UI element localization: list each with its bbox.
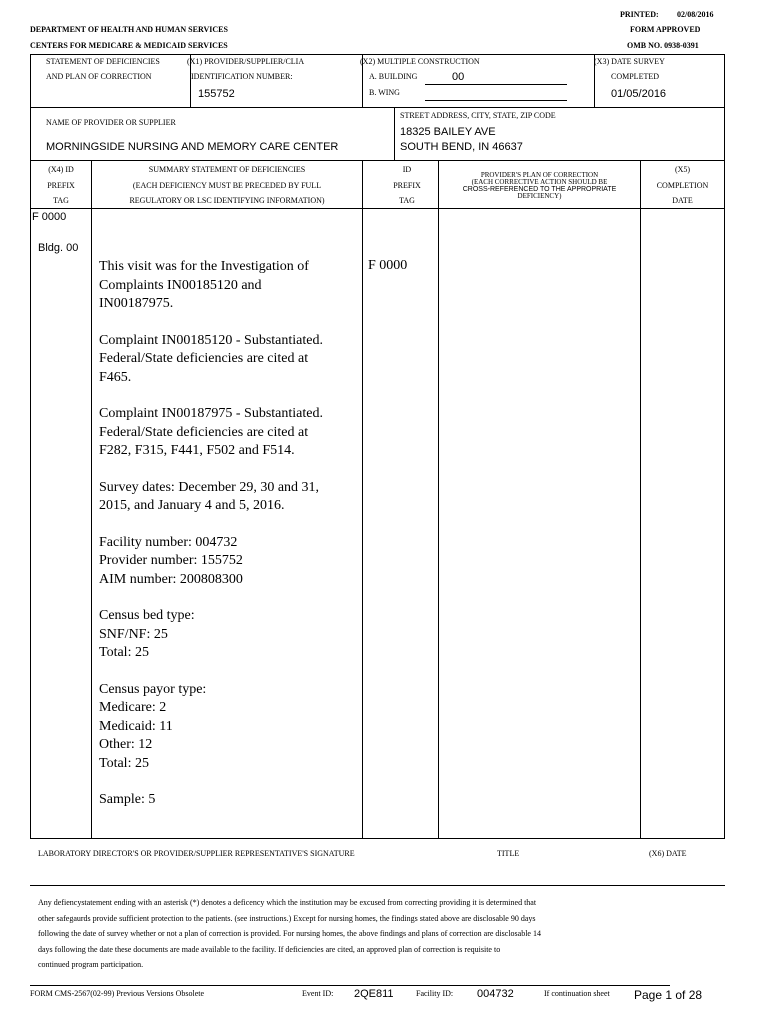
building-value: 00 <box>452 71 465 83</box>
summary-line: Other: 12 <box>99 737 153 752</box>
summary-statement <box>99 258 361 810</box>
provider-id-value: 155752 <box>198 88 235 100</box>
footnote-line: Any defiencystatement ending with an asterisk (*) denotes a deficency which the institution may be excused from correcting providing it is determined that <box>38 898 537 907</box>
x5-header-line3: DATE <box>672 196 693 205</box>
footnote-line: other safegaurds provide sufficient protection to the patients. (see instructions.) Except for nursing homes, the findings stated above are disclosable 90 days <box>38 913 536 923</box>
deficiency-tag: F 0000 <box>32 211 67 223</box>
plan-header-line1: PROVIDER'S PLAN OF CORRECTION <box>480 171 599 179</box>
continuation-label: If continuation sheet <box>544 989 610 998</box>
address-line2: SOUTH BEND, IN 46637 <box>400 141 523 153</box>
summary-paragraph <box>99 258 361 314</box>
summary-header-line2: (EACH DEFICIENCY MUST BE PRECEDED BY FULL <box>132 181 322 190</box>
plan-header-line4: DEFICIENCY) <box>517 192 562 200</box>
survey-completed-date: 01/05/2016 <box>611 88 667 100</box>
summary-header-line1: SUMMARY STATEMENT OF DEFICIENCIES <box>148 165 306 174</box>
id-header-line1: ID <box>402 165 412 174</box>
event-id-label: Event ID: <box>302 989 334 998</box>
centers-heading: CENTERS FOR MEDICARE & MEDICAID SERVICES <box>30 41 228 50</box>
summary-line: Federal/State deficiencies are cited at <box>99 424 309 440</box>
facility-id-value: 004732 <box>477 988 514 1000</box>
x1-label-line1: (X1) PROVIDER/SUPPLIER/CLIA <box>187 57 305 66</box>
summary-line: Census payor type: <box>99 681 207 697</box>
id-header-line3: TAG <box>399 196 415 205</box>
wing-label: B. WING <box>369 88 400 97</box>
summary-line: Total: 25 <box>99 645 149 660</box>
summary-line: Facility number: 004732 <box>99 534 238 550</box>
summary-line: Complaint IN00187975 - Substantiated. <box>99 406 323 421</box>
page-number: Page 1 of 28 <box>634 988 703 1002</box>
plan-header-line2: (EACH CORRECTIVE ACTION SHOULD BE <box>471 178 608 186</box>
building-label: A. BUILDING <box>369 72 418 81</box>
summary-paragraph <box>99 534 361 590</box>
facility-id-label: Facility ID: <box>416 989 454 998</box>
x5-header-line2: COMPLETION <box>656 181 709 190</box>
department-heading: DEPARTMENT OF HEALTH AND HUMAN SERVICES <box>30 25 228 34</box>
summary-line: Total: 25 <box>99 755 149 771</box>
summary-line: Federal/State deficiencies are cited at <box>99 351 309 366</box>
footnote <box>38 895 718 973</box>
provider-name-label: NAME OF PROVIDER OR SUPPLIER <box>46 118 176 127</box>
director-signature-label: LABORATORY DIRECTOR'S OR PROVIDER/SUPPLIER REPRESENTATIVE'S SIGNATURE <box>38 849 355 858</box>
address-label: STREET ADDRESS, CITY, STATE, ZIP CODE <box>400 111 556 120</box>
summary-line: Provider number: 155752 <box>99 553 243 568</box>
summary-paragraph <box>99 405 361 461</box>
x4-header-line1: (X4) ID <box>48 165 74 174</box>
x3-label-line2: COMPLETED <box>611 72 659 81</box>
statement-label-line2: AND PLAN OF CORRECTION <box>46 72 152 81</box>
printed-date: 02/08/2016 <box>677 10 714 19</box>
summary-line: Complaints IN00185120 and <box>99 277 262 293</box>
x2-label: (X2) MULTIPLE CONSTRUCTION <box>360 57 480 66</box>
statement-label-line1: STATEMENT OF DEFICIENCIES <box>46 57 160 66</box>
title-label: TITLE <box>497 849 520 858</box>
x4-header-line2: PREFIX <box>47 181 75 190</box>
summary-line: This visit was for the Investigation of <box>99 259 309 274</box>
omb-number: OMB NO. 0938-0391 <box>627 41 699 50</box>
summary-line: Complaint IN00185120 - Substantiated. <box>99 332 323 348</box>
summary-line: AIM number: 200808300 <box>99 571 243 587</box>
x4-header-line3: TAG <box>53 196 69 205</box>
x1-label-line2: IDENTIFICATION NUMBER: <box>191 72 293 81</box>
footnote-line: days following the date these documents are made available to the facility. If deficiencies are cited, an approved plan of correction is requisite to <box>38 944 501 954</box>
summary-line: Medicaid: 11 <box>99 718 173 734</box>
id-header-line2: PREFIX <box>393 181 421 190</box>
summary-line: F465. <box>99 369 132 385</box>
footnote-line: following the date of survey whether or not a plan of correction is provided. For nursing homes, the above findings and plans of correction are disclosable 14 <box>38 929 541 938</box>
x5-header-line1: (X5) <box>674 165 691 174</box>
summary-line: Census bed type: <box>99 608 195 623</box>
summary-line: Sample: 5 <box>99 792 156 807</box>
x3-label-line1: (X3) DATE SURVEY <box>594 57 665 66</box>
address-line1: 18325 BAILEY AVE <box>400 126 496 138</box>
summary-line: Survey dates: December 29, 30 and 31, <box>99 479 320 495</box>
summary-paragraph <box>99 791 361 810</box>
form-number: FORM CMS-2567(02-99) Previous Versions Obsolete <box>30 989 205 998</box>
correction-tag: F 0000 <box>368 258 408 273</box>
summary-header-line3: REGULATORY OR LSC IDENTIFYING INFORMATION) <box>129 196 325 205</box>
plan-header-line3: CROSS-REFERENCED TO THE APPROPRIATE <box>462 186 617 193</box>
form-approved: FORM APPROVED <box>630 25 701 34</box>
summary-paragraph <box>99 332 361 388</box>
summary-paragraph <box>99 607 361 663</box>
printed-label: PRINTED: <box>620 10 659 19</box>
x6-date-label: (X6) DATE <box>649 849 687 858</box>
summary-line: 2015, and January 4 and 5, 2016. <box>99 498 285 513</box>
summary-paragraph <box>99 479 361 516</box>
provider-name-value: MORNINGSIDE NURSING AND MEMORY CARE CENTER <box>46 141 339 153</box>
footnote-line: continued program participation. <box>38 960 144 969</box>
summary-line: IN00187975. <box>99 296 174 311</box>
summary-line: F282, F315, F441, F502 and F514. <box>99 443 295 458</box>
building-tag: Bldg. 00 <box>38 242 79 254</box>
summary-line: SNF/NF: 25 <box>99 626 168 642</box>
summary-paragraph <box>99 681 361 774</box>
summary-line: Medicare: 2 <box>99 700 167 715</box>
event-id-value: 2QE811 <box>354 988 394 1000</box>
